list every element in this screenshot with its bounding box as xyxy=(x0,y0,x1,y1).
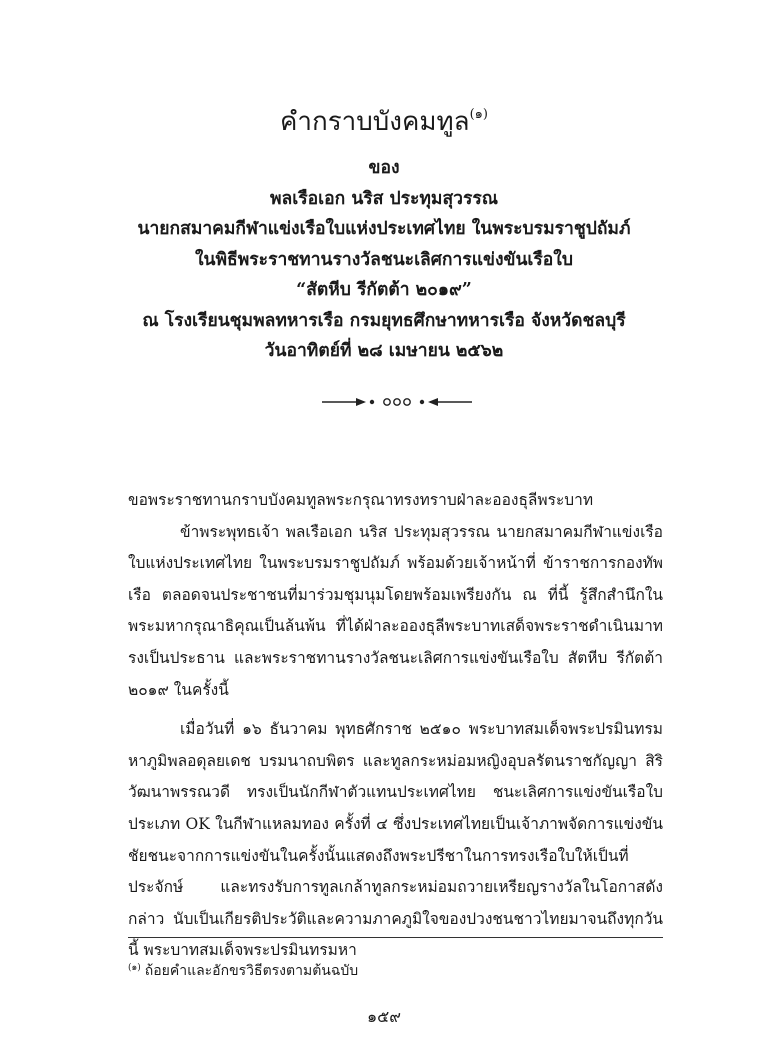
title-footnote-marker: (๑) xyxy=(469,107,488,122)
footnote-separator xyxy=(128,937,663,938)
speech-header xyxy=(0,153,768,367)
title-text: คำกราบบังคมทูล xyxy=(279,107,470,137)
header-line-event: “สัตหีบ รีกัตต้า ๒๐๑๙” xyxy=(296,280,472,300)
header-line-venue: ณ โรงเรียนชุมพลทหารเรือ กรมยุทธศึกษาทหารเรือ จังหวัดชลบุรี xyxy=(142,310,626,331)
footnote-marker: (๑) xyxy=(128,963,141,973)
header-line-speaker: พลเรือเอก นริส ประทุมสุวรรณ xyxy=(270,188,498,209)
header-line-of: ของ xyxy=(368,158,400,178)
speech-body xyxy=(128,485,663,967)
header-line-date: วันอาทิตย์ที่ ๒๘ เมษายน ๒๕๖๒ xyxy=(264,341,504,361)
footnote-text: ถ้อยคำและอักขรวิธีตรงตามต้นฉบับ xyxy=(144,963,359,979)
footnote xyxy=(128,958,358,981)
page-title xyxy=(0,98,768,139)
ornament-divider xyxy=(322,394,472,410)
header-line-ceremony: ในพิธีพระราชทานรางวัลชนะเลิศการแข่งขันเรือใบ xyxy=(195,249,573,270)
body-paragraph-1: ข้าพระพุทธเจ้า พลเรือเอก นริส ประทุมสุวรรณ นายกสมาคมกีฬาแข่งเรือใบแห่งประเทศไทย ในพระบรมราชูปถัมภ์ พร้อมด้วยเจ้าหน้าที่ ข้าราชการกองทัพเรือ ตลอดจนประชาชนที่มาร่วมชุมนุมโดยพร้อมเพรียงกัน ณ ที่นี้ รู้สึกสำนึกในพระมหากรุณาธิคุณเป็นล้นพ้น ที่ได้ฝ่าละอองธุลีพระบาทเสด็จพระราชดำเนินมาทรงเป็นประธาน และพระราชทานรางวัลชนะเลิศการแข่งขันเรือใบ สัตหีบ รีกัตต้า ๒๐๑๙ ในครั้งนี้ xyxy=(128,522,663,699)
page-number: ๑๕๙ xyxy=(367,1007,401,1026)
body-paragraph-2: เมื่อวันที่ ๑๖ ธันวาคม พุทธศักราช ๒๕๑๐ พระบาทสมเด็จพระปรมินทรมหาภูมิพลอดุลยเดช บรมนาถบพิตร และทูลกระหม่อมหญิงอุบลรัตนราชกัญญา สิริวัฒนาพรรณวดี ทรงเป็นนักกีฬาตัวแทนประเทศไทย ชนะเลิศการแข่งขันเรือใบประเภท OK ในกีฬาแหลมทอง ครั้งที่ ๔ ซึ่งประเทศไทยเป็นเจ้าภาพจัดการแข่งขัน ชัยชนะจากการแข่งขันในครั้งนั้นแสดงถึงพระปรีชาในการทรงเรือใบให้เป็นที่ประจักษ์ และทรงรับการทูลเกล้าทูลกระหม่อมถวายเหรียญรางวัลในโอกาสดังกล่าว นับเป็นเกียรติประวัติและความภาคภูมิใจของปวงชนชาวไทยมาจนถึงทุกวันนี้ พระบาทสมเด็จพระปรมินทรมหา xyxy=(128,720,663,960)
header-line-position: นายกสมาคมกีฬาแข่งเรือใบแห่งประเทศไทย ในพระบรมราชูปถัมภ์ xyxy=(137,219,631,239)
salutation: ขอพระราชทานกราบบังคมทูลพระกรุณาทรงทราบฝ่าละอองธุลีพระบาท xyxy=(128,491,594,509)
